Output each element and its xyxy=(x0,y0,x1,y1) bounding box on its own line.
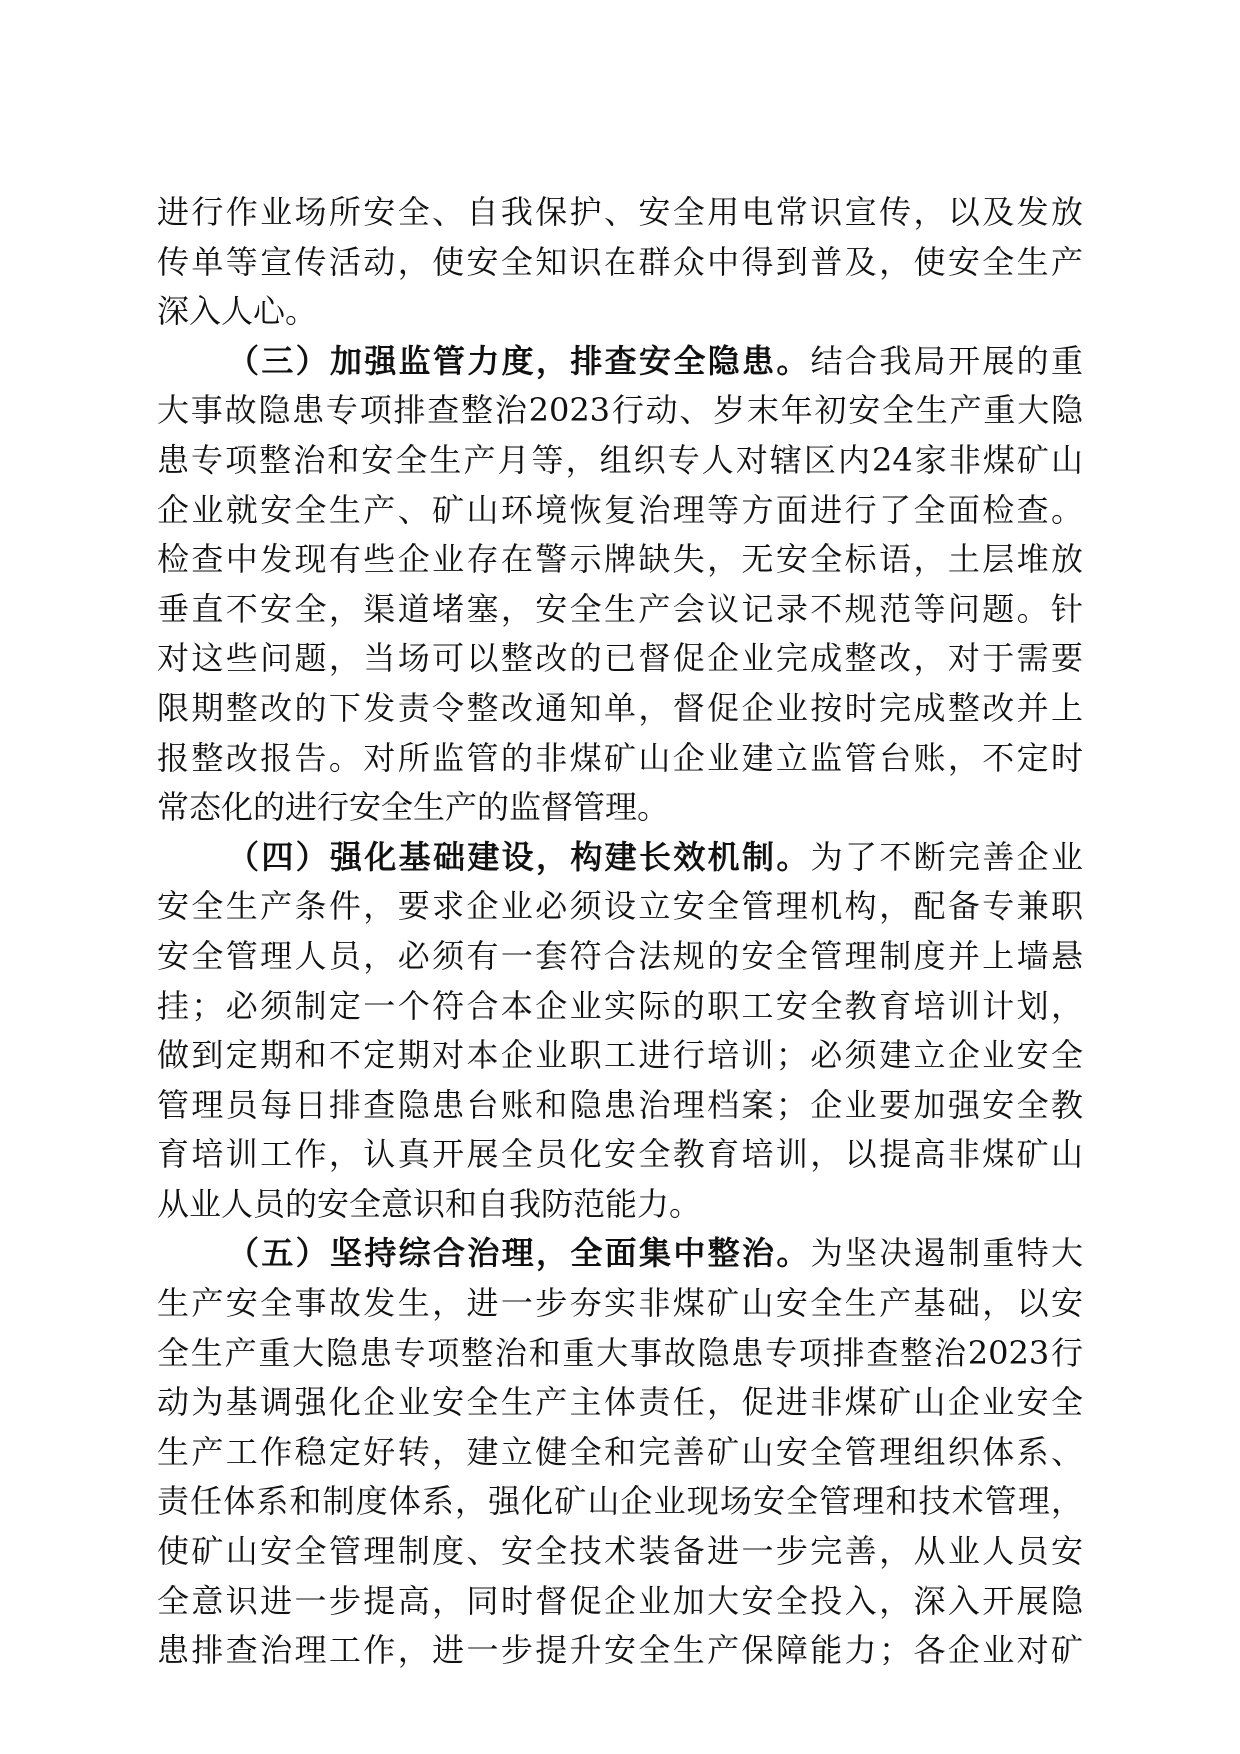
text-line: 从业人员的安全意识和自我防范能力。 xyxy=(157,1184,702,1223)
text-line: 患专项整治和安全生产月等，组织专人对辖区内24家非煤矿山 xyxy=(157,440,1083,479)
paragraph-section-3 xyxy=(157,337,1083,833)
section-heading-3: （三）加强监管力度，排查安全隐患。 xyxy=(227,341,811,380)
text-line: 深入人心。 xyxy=(157,292,318,331)
text-line: 挂；必须制定一个符合本企业实际的职工安全教育培训计划， xyxy=(157,986,1083,1025)
text-line xyxy=(157,1229,1083,1279)
paragraph-section-4 xyxy=(157,833,1083,1230)
text-line: 垂直不安全，渠道堵塞，安全生产会议记录不规范等问题。针 xyxy=(157,589,1083,628)
text-line: 责任体系和制度体系，强化矿山企业现场安全管理和技术管理， xyxy=(157,1482,1083,1521)
section-heading-5: （五）坚持综合治理，全面集中整治。 xyxy=(227,1234,811,1273)
text-line: 全意识进一步提高，同时督促企业加大安全投入，深入开展隐 xyxy=(157,1581,1083,1620)
text-fragment: 结合我局开展的重 xyxy=(810,341,1083,380)
document-body xyxy=(157,188,1083,1676)
text-line: 育培训工作，认真开展全员化安全教育培训，以提高非煤矿山 xyxy=(157,1135,1083,1174)
text-line: 患排查治理工作，进一步提升安全生产保障能力；各企业对矿 xyxy=(157,1631,1083,1670)
text-line: 动为基调强化企业安全生产主体责任，促进非煤矿山企业安全 xyxy=(157,1383,1083,1422)
text-line: 企业就安全生产、矿山环境恢复治理等方面进行了全面检查。 xyxy=(157,490,1083,529)
text-line: 常态化的进行安全生产的监督管理。 xyxy=(157,788,670,827)
text-line: 安全管理人员，必须有一套符合法规的安全管理制度并上墙悬 xyxy=(157,936,1083,975)
text-line: 做到定期和不定期对本企业职工进行培训；必须建立企业安全 xyxy=(157,1036,1083,1075)
text-fragment: 为坚决遏制重特大 xyxy=(810,1234,1083,1273)
text-line: 安全生产条件，要求企业必须设立安全管理机构，配备专兼职 xyxy=(157,887,1083,926)
paragraph-intro-continued xyxy=(157,188,1083,337)
text-line: 报整改报告。对所监管的非煤矿山企业建立监管台账，不定时 xyxy=(157,738,1083,777)
text-line: 全生产重大隐患专项整治和重大事故隐患专项排查整治2023行 xyxy=(157,1333,1083,1372)
text-line: 管理员每日排查隐患台账和隐患治理档案；企业要加强安全教 xyxy=(157,1085,1083,1124)
text-line: 使矿山安全管理制度、安全技术装备进一步完善，从业人员安 xyxy=(157,1532,1083,1571)
text-line: 传单等宣传活动，使安全知识在群众中得到普及，使安全生产 xyxy=(157,242,1083,281)
text-fragment: 为了不断完善企业 xyxy=(810,837,1083,876)
text-line xyxy=(157,833,1083,883)
text-line: 检查中发现有些企业存在警示牌缺失，无安全标语，土层堆放 xyxy=(157,540,1083,579)
text-line: 生产工作稳定好转，建立健全和完善矿山安全管理组织体系、 xyxy=(157,1432,1083,1471)
text-line: 大事故隐患专项排查整治2023行动、岁末年初安全生产重大隐 xyxy=(157,391,1083,430)
text-line xyxy=(157,337,1083,387)
section-heading-4: （四）强化基础建设，构建长效机制。 xyxy=(227,837,811,876)
text-line: 限期整改的下发责令整改通知单，督促企业按时完成整改并上 xyxy=(157,688,1083,727)
text-line: 进行作业场所安全、自我保护、安全用电常识宣传，以及发放 xyxy=(157,193,1083,231)
paragraph-section-5 xyxy=(157,1229,1083,1675)
text-line: 生产安全事故发生，进一步夯实非煤矿山安全生产基础，以安 xyxy=(157,1284,1083,1323)
text-line: 对这些问题，当场可以整改的已督促企业完成整改，对于需要 xyxy=(157,639,1083,678)
